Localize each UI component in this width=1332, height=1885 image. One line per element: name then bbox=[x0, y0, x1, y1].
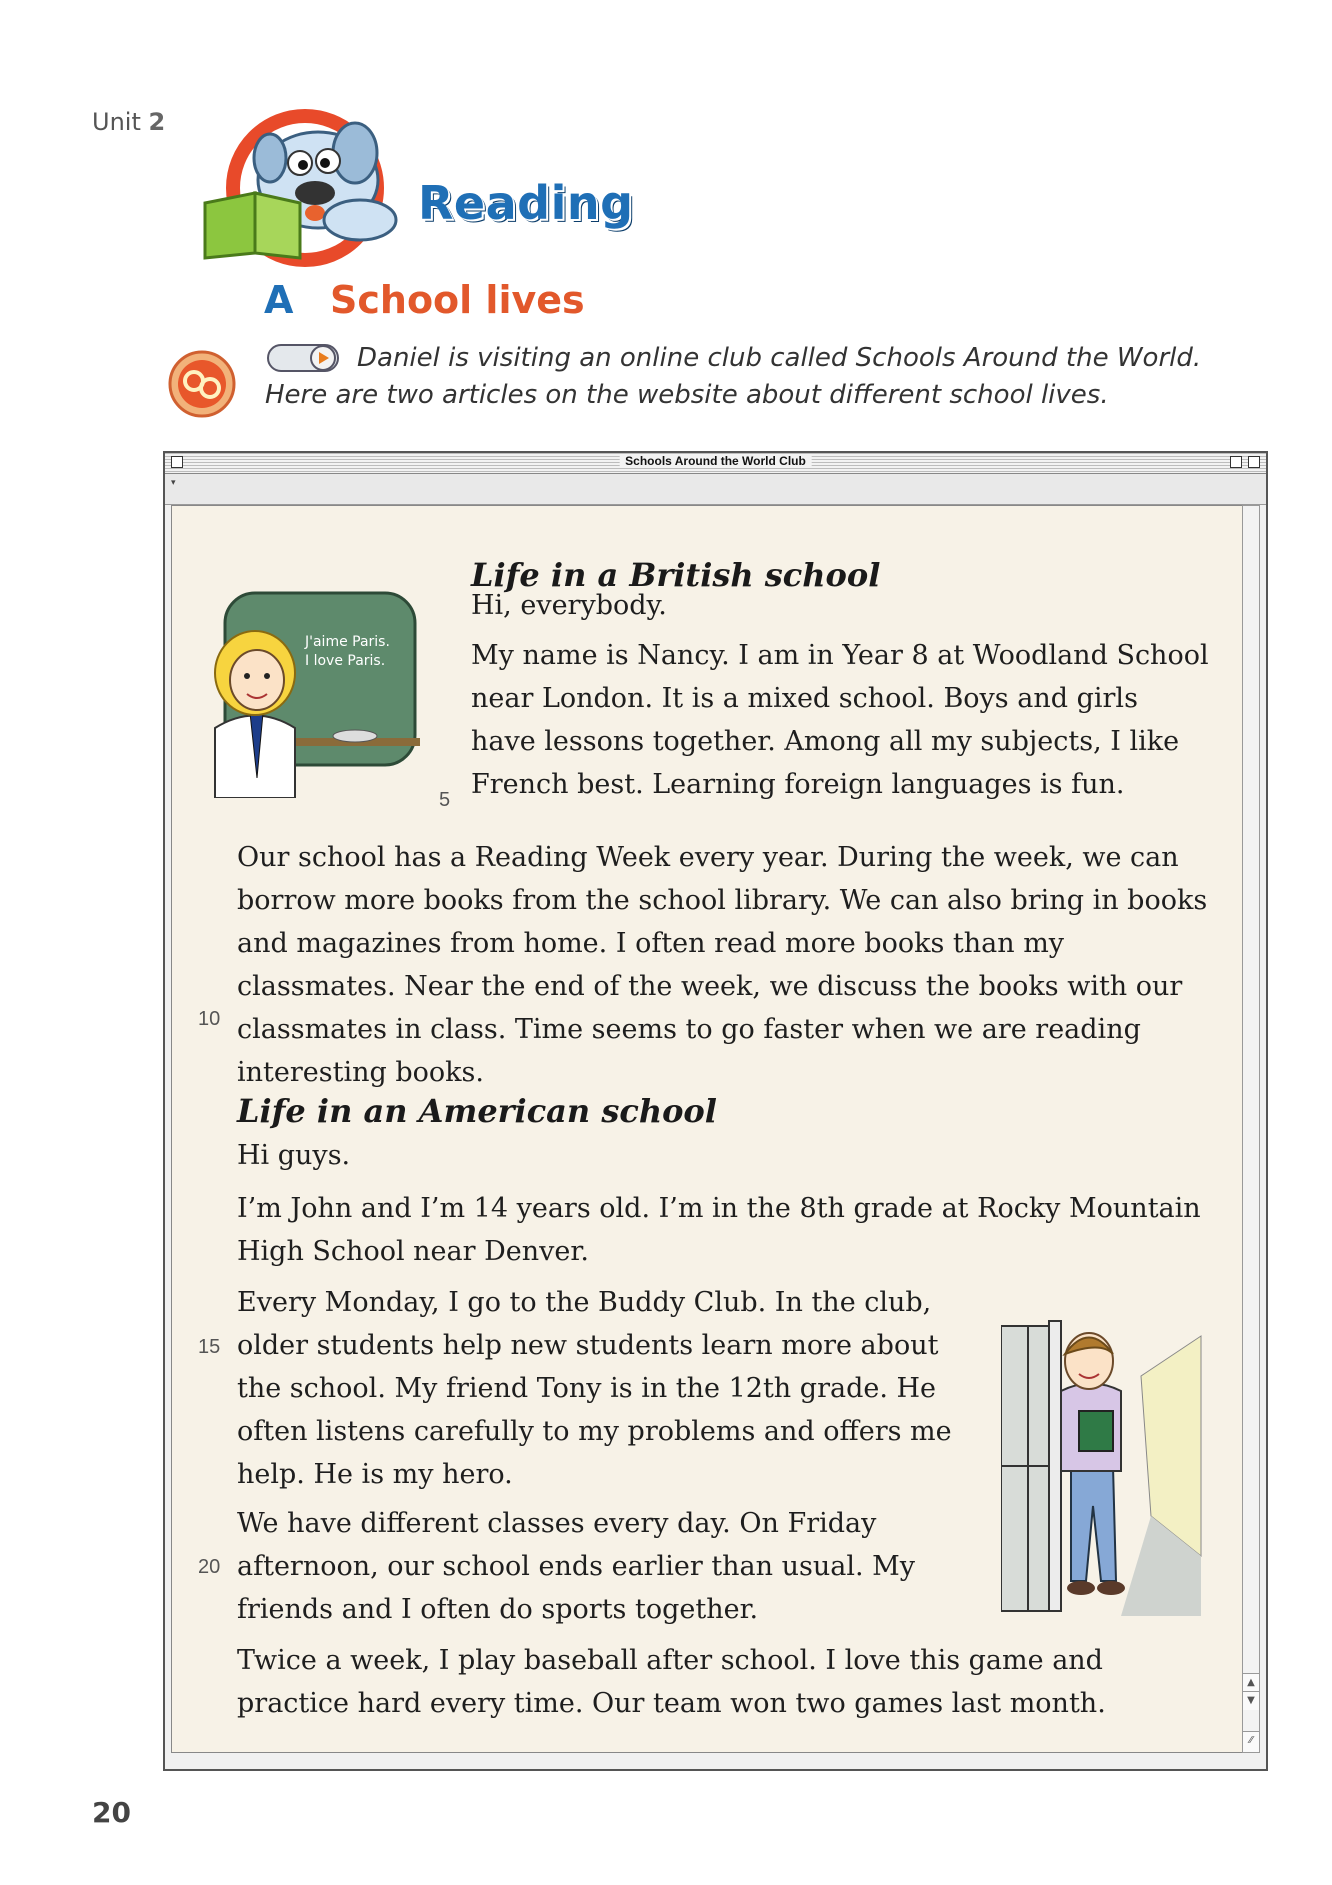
locker-icon bbox=[1001, 1321, 1061, 1611]
club-website-window bbox=[163, 451, 1268, 1771]
window-toolbar bbox=[165, 474, 1266, 505]
toolbar-toggle-icon[interactable]: ▾ bbox=[171, 478, 176, 488]
audio-cd-icon[interactable] bbox=[166, 348, 238, 420]
unit-number: 2 bbox=[148, 108, 166, 136]
page-number: 20 bbox=[92, 1796, 131, 1829]
line-number-5: 5 bbox=[439, 789, 451, 811]
window-collapse-box[interactable] bbox=[1248, 456, 1260, 468]
resize-grip-icon[interactable]: ⁄⁄ bbox=[1243, 1731, 1259, 1752]
article-heading-british: Life in a British school bbox=[471, 556, 881, 594]
article-british-para-0: Hi, everybody. bbox=[471, 590, 667, 621]
article-american-para-2: Every Monday, I go to the Buddy Club. In the club, older students help new students learn more about the school. My friend Tony is in the 12th grade. He often listens carefully to my problems and offers me help. He is my hero. bbox=[237, 1287, 952, 1490]
section-letter: A bbox=[264, 278, 294, 322]
section-title: School lives bbox=[330, 278, 585, 322]
window-title-bar[interactable] bbox=[165, 453, 1266, 474]
article-american-para-0: Hi guys. bbox=[237, 1140, 351, 1171]
article-british-para-1: My name is Nancy. I am in Year 8 at Woodland School near London. It is a mixed school. Boys and girls have lessons together. Among all my subjects, I like French best. Learning foreign languages is fun. bbox=[471, 640, 1209, 800]
article-american-para-1: I’m John and I’m 14 years old. I’m in the 8th grade at Rocky Mountain High School near Denver. bbox=[237, 1193, 1201, 1267]
unit-word: Unit bbox=[92, 108, 141, 136]
window-title: Schools Around the World Club bbox=[619, 454, 812, 468]
open-book-icon bbox=[205, 193, 300, 258]
unit-label bbox=[92, 108, 165, 136]
line-number-20: 20 bbox=[198, 1556, 221, 1578]
section-banner-title: Reading bbox=[418, 176, 634, 230]
window-close-box[interactable] bbox=[171, 456, 183, 468]
article-british-para-2: Our school has a Reading Week every year. During the week, we can borrow more books from the school library. We can also bring in books and magazines from home. I often read more books than my classmates. Near the end of the week, we discuss the books with our classmates in class. Time seems to go faster when we are reading interesting books. bbox=[237, 842, 1208, 1088]
chalkboard-text-english: I love Paris. bbox=[305, 653, 386, 669]
books-icon bbox=[1079, 1411, 1113, 1451]
scroll-up-arrow-icon[interactable]: ▲ bbox=[1243, 1673, 1259, 1692]
john-boy-icon bbox=[1061, 1333, 1125, 1595]
window-content bbox=[171, 505, 1244, 1753]
chalkboard-text-french: J'aime Paris. bbox=[305, 634, 390, 650]
line-number-15: 15 bbox=[198, 1336, 221, 1358]
john-locker-illustration bbox=[1001, 1316, 1211, 1616]
scroll-down-arrow-icon[interactable]: ▼ bbox=[1243, 1691, 1259, 1710]
line-number-10: 10 bbox=[198, 1008, 221, 1030]
article-heading-american: Life in an American school bbox=[237, 1092, 717, 1130]
nancy-chalkboard-illustration bbox=[195, 588, 420, 798]
article-american-para-3: We have different classes every day. On Friday afternoon, our school ends earlier than usual. My friends and I often do sports together. bbox=[237, 1508, 916, 1625]
article-american-para-4: Twice a week, I play baseball after school. I love this game and practice hard every time. Our team won two games last month. bbox=[237, 1645, 1106, 1719]
window-zoom-box[interactable] bbox=[1230, 456, 1242, 468]
intro-text: Daniel is visiting an online club called Schools Around the World. Here are two articles on the website about different school lives. bbox=[265, 343, 1202, 410]
window-scrollbar[interactable] bbox=[1242, 505, 1260, 1753]
